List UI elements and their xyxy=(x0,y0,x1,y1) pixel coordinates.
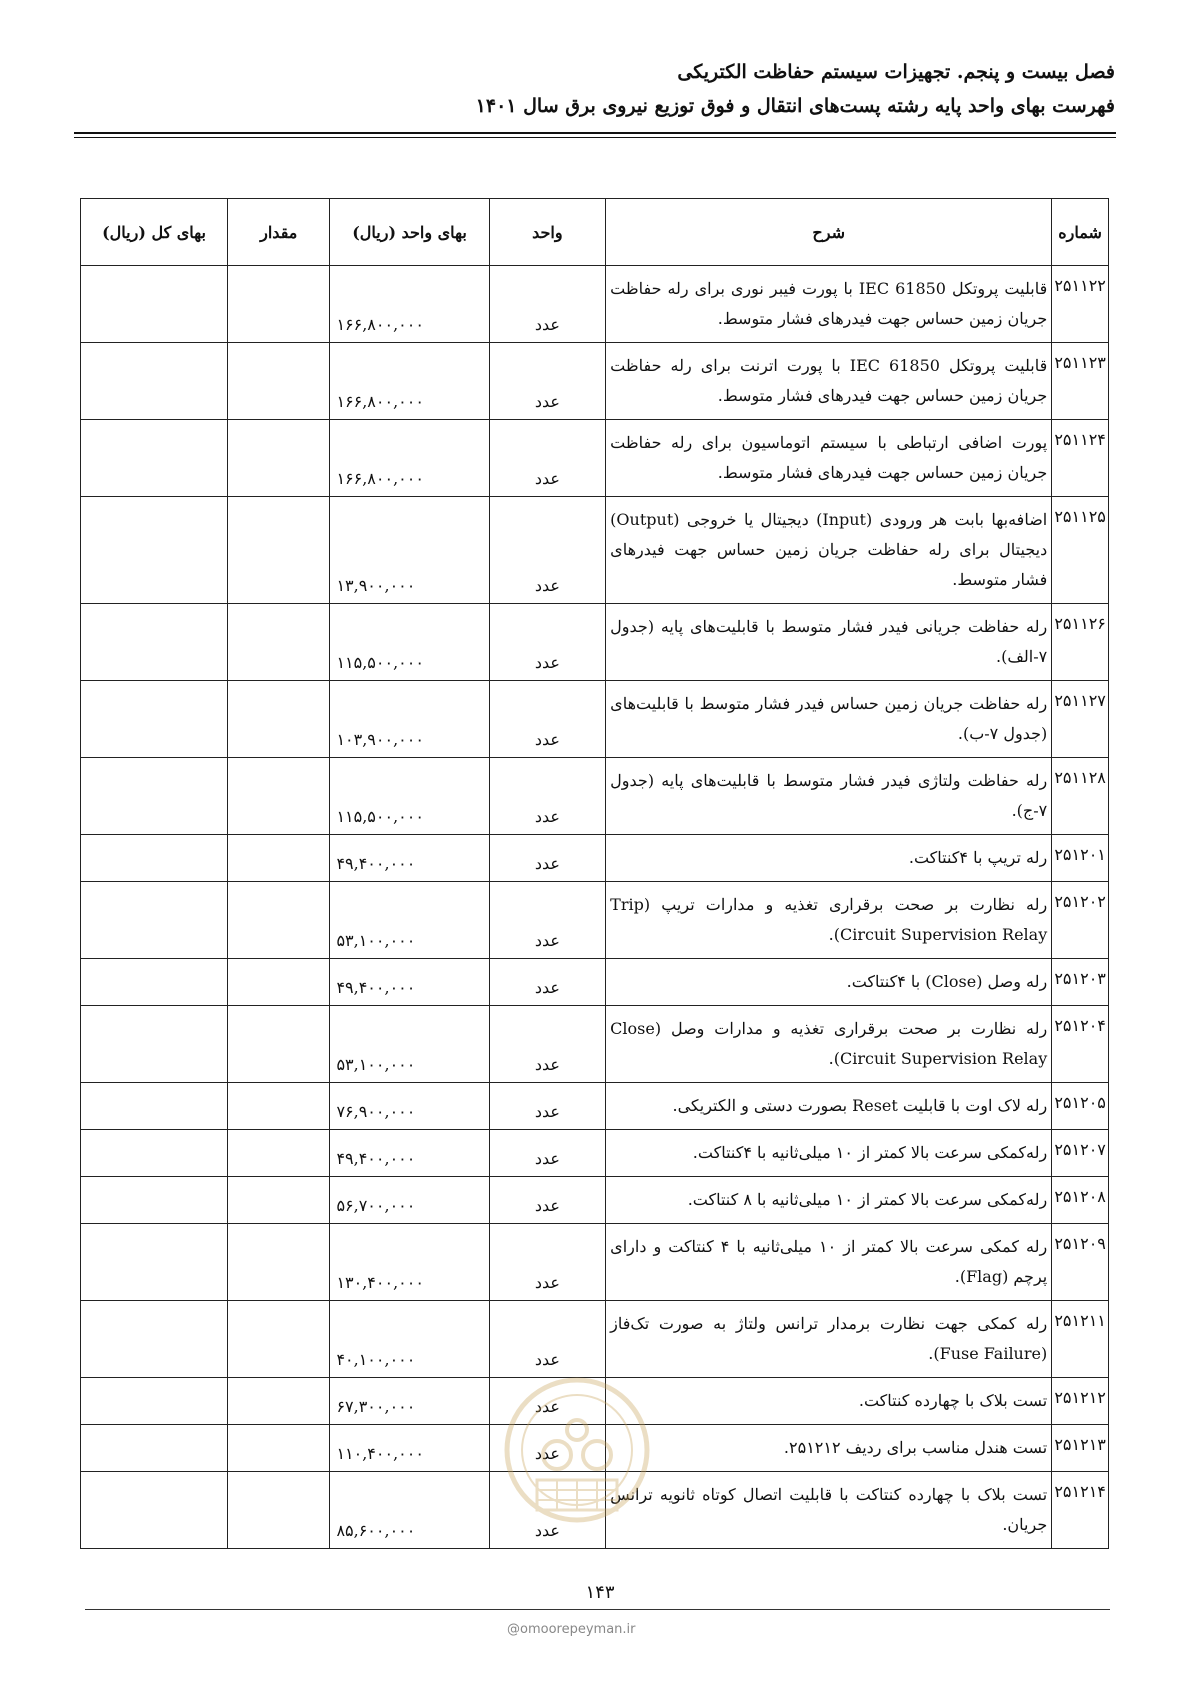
item-unit: عدد xyxy=(489,1177,606,1224)
item-number: ۲۵۱۱۲۷ xyxy=(1052,681,1109,758)
item-unit: عدد xyxy=(489,882,606,959)
item-number: ۲۵۱۱۲۲ xyxy=(1052,266,1109,343)
item-description: رله وصل (Close) با ۴کنتاکت. xyxy=(606,959,1052,1006)
item-quantity xyxy=(228,343,330,420)
page-header xyxy=(75,58,1115,120)
table-row xyxy=(81,343,1109,420)
item-number: ۲۵۱۱۲۸ xyxy=(1052,758,1109,835)
item-unit: عدد xyxy=(489,1378,606,1425)
item-unit: عدد xyxy=(489,497,606,604)
item-total-price xyxy=(81,882,228,959)
table-row xyxy=(81,1130,1109,1177)
item-total-price xyxy=(81,758,228,835)
header-description: شرح xyxy=(606,199,1052,266)
item-number: ۲۵۱۲۱۲ xyxy=(1052,1378,1109,1425)
item-unit: عدد xyxy=(489,1301,606,1378)
item-number: ۲۵۱۲۰۵ xyxy=(1052,1083,1109,1130)
item-total-price xyxy=(81,343,228,420)
item-unit-price: ۱۱۵,۵۰۰,۰۰۰ xyxy=(330,758,489,835)
item-description: رله حفاظت جریان زمین حساس فیدر فشار متوسط با قابلیت‌های (جدول ۷-ب). xyxy=(606,681,1052,758)
item-unit-price: ۱۱۵,۵۰۰,۰۰۰ xyxy=(330,604,489,681)
item-unit-price: ۸۵,۶۰۰,۰۰۰ xyxy=(330,1472,489,1549)
table-row xyxy=(81,1224,1109,1301)
header-total-price: بهای کل (ریال) xyxy=(81,199,228,266)
item-quantity xyxy=(228,420,330,497)
table-row xyxy=(81,1301,1109,1378)
item-number: ۲۵۱۱۲۳ xyxy=(1052,343,1109,420)
item-number: ۲۵۱۲۰۴ xyxy=(1052,1006,1109,1083)
item-unit: عدد xyxy=(489,1130,606,1177)
item-unit-price: ۵۶,۷۰۰,۰۰۰ xyxy=(330,1177,489,1224)
item-description: رله لاک اوت با قابلیت Reset بصورت دستی و الکتریکی. xyxy=(606,1083,1052,1130)
item-number: ۲۵۱۱۲۴ xyxy=(1052,420,1109,497)
item-description: رله‌کمکی سرعت بالا کمتر از ۱۰ میلی‌ثانیه با ۴کنتاکت. xyxy=(606,1130,1052,1177)
table-row xyxy=(81,266,1109,343)
item-total-price xyxy=(81,1472,228,1549)
table-row xyxy=(81,1006,1109,1083)
item-description: تست هندل مناسب برای ردیف ۲۵۱۲۱۲. xyxy=(606,1425,1052,1472)
item-total-price xyxy=(81,497,228,604)
header-quantity: مقدار xyxy=(228,199,330,266)
item-unit: عدد xyxy=(489,604,606,681)
item-total-price xyxy=(81,420,228,497)
item-quantity xyxy=(228,1472,330,1549)
item-total-price xyxy=(81,835,228,882)
table-row xyxy=(81,1083,1109,1130)
item-quantity xyxy=(228,604,330,681)
table-row xyxy=(81,835,1109,882)
item-unit-price: ۱۱۰,۴۰۰,۰۰۰ xyxy=(330,1425,489,1472)
table-row xyxy=(81,882,1109,959)
table-row xyxy=(81,604,1109,681)
item-unit-price: ۴۹,۴۰۰,۰۰۰ xyxy=(330,959,489,1006)
item-unit-price: ۱۶۶,۸۰۰,۰۰۰ xyxy=(330,266,489,343)
table-header-row xyxy=(81,199,1109,266)
item-unit: عدد xyxy=(489,1425,606,1472)
item-total-price xyxy=(81,1301,228,1378)
item-quantity xyxy=(228,1177,330,1224)
item-description: رله حفاظت ولتاژی فیدر فشار متوسط با قابلیت‌های پایه (جدول ۷-ج). xyxy=(606,758,1052,835)
item-unit-price: ۷۶,۹۰۰,۰۰۰ xyxy=(330,1083,489,1130)
item-unit: عدد xyxy=(489,1006,606,1083)
item-unit-price: ۱۳,۹۰۰,۰۰۰ xyxy=(330,497,489,604)
item-quantity xyxy=(228,497,330,604)
item-number: ۲۵۱۱۲۶ xyxy=(1052,604,1109,681)
table-row xyxy=(81,420,1109,497)
item-total-price xyxy=(81,1006,228,1083)
header-rule-thick xyxy=(74,132,1116,134)
item-total-price xyxy=(81,266,228,343)
item-number: ۲۵۱۲۰۸ xyxy=(1052,1177,1109,1224)
item-total-price xyxy=(81,1130,228,1177)
price-list-table xyxy=(80,198,1109,1549)
item-quantity xyxy=(228,1378,330,1425)
page-number: ۱۴۳ xyxy=(585,1582,615,1603)
item-quantity xyxy=(228,882,330,959)
table-row xyxy=(81,758,1109,835)
item-quantity xyxy=(228,959,330,1006)
item-unit: عدد xyxy=(489,420,606,497)
item-quantity xyxy=(228,1130,330,1177)
item-unit: عدد xyxy=(489,959,606,1006)
item-quantity xyxy=(228,1301,330,1378)
item-number: ۲۵۱۲۱۱ xyxy=(1052,1301,1109,1378)
item-unit-price: ۶۷,۳۰۰,۰۰۰ xyxy=(330,1378,489,1425)
item-quantity xyxy=(228,758,330,835)
chapter-title: فصل بیست و پنجم. تجهیزات سیستم حفاظت الکتریکی xyxy=(677,61,1115,83)
item-unit: عدد xyxy=(489,1083,606,1130)
item-quantity xyxy=(228,681,330,758)
item-description: رله نظارت بر صحت برقراری تغذیه و مدارات وصل (Close Circuit Supervision Relay). xyxy=(606,1006,1052,1083)
item-unit: عدد xyxy=(489,1224,606,1301)
item-total-price xyxy=(81,1083,228,1130)
item-unit-price: ۴۹,۴۰۰,۰۰۰ xyxy=(330,1130,489,1177)
item-unit-price: ۵۳,۱۰۰,۰۰۰ xyxy=(330,1006,489,1083)
list-title: فهرست بهای واحد پایه رشته پست‌های انتقال و فوق توزیع نیروی برق سال ۱۴۰۱ xyxy=(475,95,1115,117)
item-quantity xyxy=(228,1006,330,1083)
item-number: ۲۵۱۲۱۴ xyxy=(1052,1472,1109,1549)
table-row xyxy=(81,1425,1109,1472)
item-total-price xyxy=(81,959,228,1006)
item-description: تست بلاک با چهارده کنتاکت. xyxy=(606,1378,1052,1425)
item-description: قابلیت پروتکل IEC 61850 با پورت اترنت برای رله حفاظت جریان زمین حساس جهت فیدرهای فشار متوسط. xyxy=(606,343,1052,420)
table-row xyxy=(81,959,1109,1006)
item-description: اضافه‌بها بابت هر ورودی (Input) دیجیتال یا خروجی (Output) دیجیتال برای رله حفاظت جریان زمین حساس جهت فیدرهای فشار متوسط. xyxy=(606,497,1052,604)
item-quantity xyxy=(228,1224,330,1301)
item-total-price xyxy=(81,1177,228,1224)
item-number: ۲۵۱۲۰۹ xyxy=(1052,1224,1109,1301)
item-unit: عدد xyxy=(489,681,606,758)
item-number: ۲۵۱۲۰۱ xyxy=(1052,835,1109,882)
header-number: شماره xyxy=(1052,199,1109,266)
table-row xyxy=(81,681,1109,758)
table-row xyxy=(81,1378,1109,1425)
item-total-price xyxy=(81,681,228,758)
item-total-price xyxy=(81,1224,228,1301)
item-quantity xyxy=(228,1083,330,1130)
table-row xyxy=(81,497,1109,604)
item-number: ۲۵۱۱۲۵ xyxy=(1052,497,1109,604)
item-total-price xyxy=(81,604,228,681)
item-description: قابلیت پروتکل IEC 61850 با پورت فیبر نوری برای رله حفاظت جریان زمین حساس جهت فیدرهای فشار متوسط. xyxy=(606,266,1052,343)
item-description: تست بلاک با چهارده کنتاکت با قابلیت اتصال کوتاه ثانویه ترانس جریان. xyxy=(606,1472,1052,1549)
item-number: ۲۵۱۲۰۳ xyxy=(1052,959,1109,1006)
item-unit-price: ۱۶۶,۸۰۰,۰۰۰ xyxy=(330,343,489,420)
item-unit: عدد xyxy=(489,835,606,882)
item-description: رله حفاظت جریانی فیدر فشار متوسط با قابلیت‌های پایه (جدول ۷-الف). xyxy=(606,604,1052,681)
item-quantity xyxy=(228,1425,330,1472)
header-unit-price: بهای واحد (ریال) xyxy=(330,199,489,266)
item-unit-price: ۵۳,۱۰۰,۰۰۰ xyxy=(330,882,489,959)
item-unit-price: ۴۰,۱۰۰,۰۰۰ xyxy=(330,1301,489,1378)
item-unit-price: ۱۳۰,۴۰۰,۰۰۰ xyxy=(330,1224,489,1301)
item-number: ۲۵۱۲۱۳ xyxy=(1052,1425,1109,1472)
item-unit-price: ۱۶۶,۸۰۰,۰۰۰ xyxy=(330,420,489,497)
header-rule-thin xyxy=(74,137,1116,138)
item-number: ۲۵۱۲۰۷ xyxy=(1052,1130,1109,1177)
item-description: رله‌کمکی سرعت بالا کمتر از ۱۰ میلی‌ثانیه با ۸ کنتاکت. xyxy=(606,1177,1052,1224)
item-number: ۲۵۱۲۰۲ xyxy=(1052,882,1109,959)
table-row xyxy=(81,1177,1109,1224)
item-description: پورت اضافی ارتباطی با سیستم اتوماسیون برای رله حفاظت جریان زمین حساس جهت فیدرهای فشار متوسط. xyxy=(606,420,1052,497)
footer-rule xyxy=(85,1609,1110,1610)
item-unit: عدد xyxy=(489,1472,606,1549)
item-description: رله کمکی سرعت بالا کمتر از ۱۰ میلی‌ثانیه با ۴ کنتاکت و دارای پرچم (Flag). xyxy=(606,1224,1052,1301)
item-unit: عدد xyxy=(489,758,606,835)
header-unit: واحد xyxy=(489,199,606,266)
item-description: رله نظارت بر صحت برقراری تغذیه و مدارات تریپ (Trip Circuit Supervision Relay). xyxy=(606,882,1052,959)
item-unit: عدد xyxy=(489,266,606,343)
item-unit-price: ۱۰۳,۹۰۰,۰۰۰ xyxy=(330,681,489,758)
item-description: رله کمکی جهت نظارت برمدار ترانس ولتاژ به صورت تک‌فاز (Fuse Failure). xyxy=(606,1301,1052,1378)
item-total-price xyxy=(81,1425,228,1472)
item-total-price xyxy=(81,1378,228,1425)
table-row xyxy=(81,1472,1109,1549)
item-description: رله تریپ با ۴کنتاکت. xyxy=(606,835,1052,882)
item-unit: عدد xyxy=(489,343,606,420)
item-quantity xyxy=(228,835,330,882)
website-watermark-text: @omoorepeyman.ir xyxy=(507,1622,636,1637)
item-unit-price: ۴۹,۴۰۰,۰۰۰ xyxy=(330,835,489,882)
item-quantity xyxy=(228,266,330,343)
